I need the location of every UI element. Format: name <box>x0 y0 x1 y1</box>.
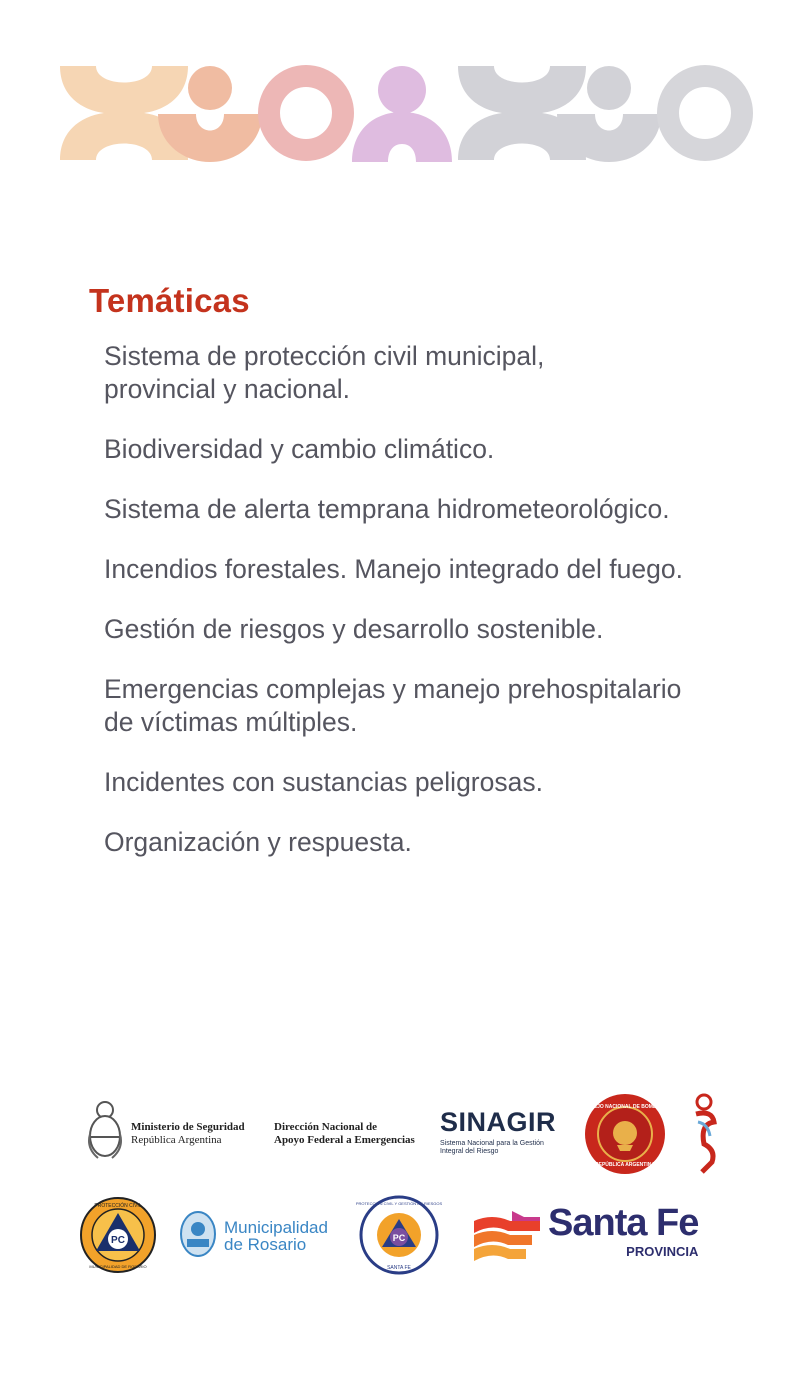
sinagir-name: SINAGIR <box>440 1107 557 1137</box>
sinagir-line-2: Integral del Riesgo <box>440 1148 499 1155</box>
sinagir-logo <box>440 1108 556 1156</box>
x-shape-1 <box>60 66 188 160</box>
consejo-top-text: CONSEJO NACIONAL DE BOMBEROS <box>579 1104 671 1110</box>
topic-item: Incendios forestales. Manejo integrado del fuego. <box>104 554 683 584</box>
topic-item: Emergencias complejas y manejo prehospitalario de víctimas múltiples. <box>104 674 682 737</box>
topic-item: Gestión de riesgos y desarrollo sostenible. <box>104 614 604 644</box>
ministerio-line-2: República Argentina <box>131 1134 222 1146</box>
header-banner-illustration <box>0 0 800 200</box>
rosario-shield-icon <box>178 1209 218 1259</box>
pc-santafe-bottom-text: SANTA FE <box>387 1265 411 1271</box>
consejo-bottom-text: REPÚBLICA ARGENTINA <box>595 1162 655 1168</box>
x-shape-2 <box>458 66 586 160</box>
municipalidad-line-2: de Rosario <box>224 1235 307 1254</box>
municipalidad-text <box>224 1219 328 1253</box>
topic-item: Sistema de protección civil municipal, provincial y nacional. <box>104 341 545 404</box>
santa-fe-logo-text <box>548 1203 698 1259</box>
santa-fe-sub: PROVINCIA <box>626 1244 699 1259</box>
santa-fe-name: Santa Fe <box>548 1202 699 1244</box>
section-title: Temáticas <box>89 282 250 319</box>
pc-santafe-top-text: PROTECCIÓN CIVIL Y GESTIÓN DE RIESGOS <box>355 1201 443 1206</box>
topic-item: Biodiversidad y cambio climático. <box>104 434 495 464</box>
ring-shape <box>269 76 343 150</box>
ministerio-text <box>131 1121 245 1147</box>
person-shape <box>352 66 452 162</box>
pc-rosario-center-text: PC <box>111 1235 125 1246</box>
santa-fe-emblem-icon <box>690 1092 722 1176</box>
pc-rosario-top-text: PROTECCIÓN CIVIL <box>94 1203 142 1209</box>
pc-santafe-seal-icon <box>355 1193 443 1277</box>
logos-row-1 <box>0 1088 800 1178</box>
topic-item: Organización y respuesta. <box>104 827 412 857</box>
sinagir-line-1: Sistema Nacional para la Gestión <box>440 1140 544 1147</box>
municipalidad-line-1: Municipalidad <box>224 1218 328 1237</box>
argentina-coat-of-arms-icon <box>84 1100 126 1162</box>
consejo-bomberos-seal-icon <box>579 1093 671 1175</box>
ring-shape-2 <box>668 76 742 150</box>
logos-row-2 <box>0 1193 800 1278</box>
pc-rosario-bottom-text: MUNICIPALIDAD DE ROSARIO <box>89 1264 147 1269</box>
topic-item: Incidentes con sustancias peligrosas. <box>104 767 543 797</box>
santa-fe-stripes-icon <box>472 1211 542 1263</box>
pc-santafe-center-text: PC <box>392 1233 406 1243</box>
direccion-text <box>274 1121 415 1147</box>
direccion-line-2: Apoyo Federal a Emergencias <box>274 1134 415 1146</box>
pc-rosario-seal-icon <box>80 1197 156 1273</box>
topic-item: Sistema de alerta temprana hidrometeorológico. <box>104 494 670 524</box>
direccion-line-1: Dirección Nacional de <box>274 1121 378 1133</box>
topics-list <box>104 340 764 886</box>
ministerio-line-1: Ministerio de Seguridad <box>131 1121 245 1133</box>
